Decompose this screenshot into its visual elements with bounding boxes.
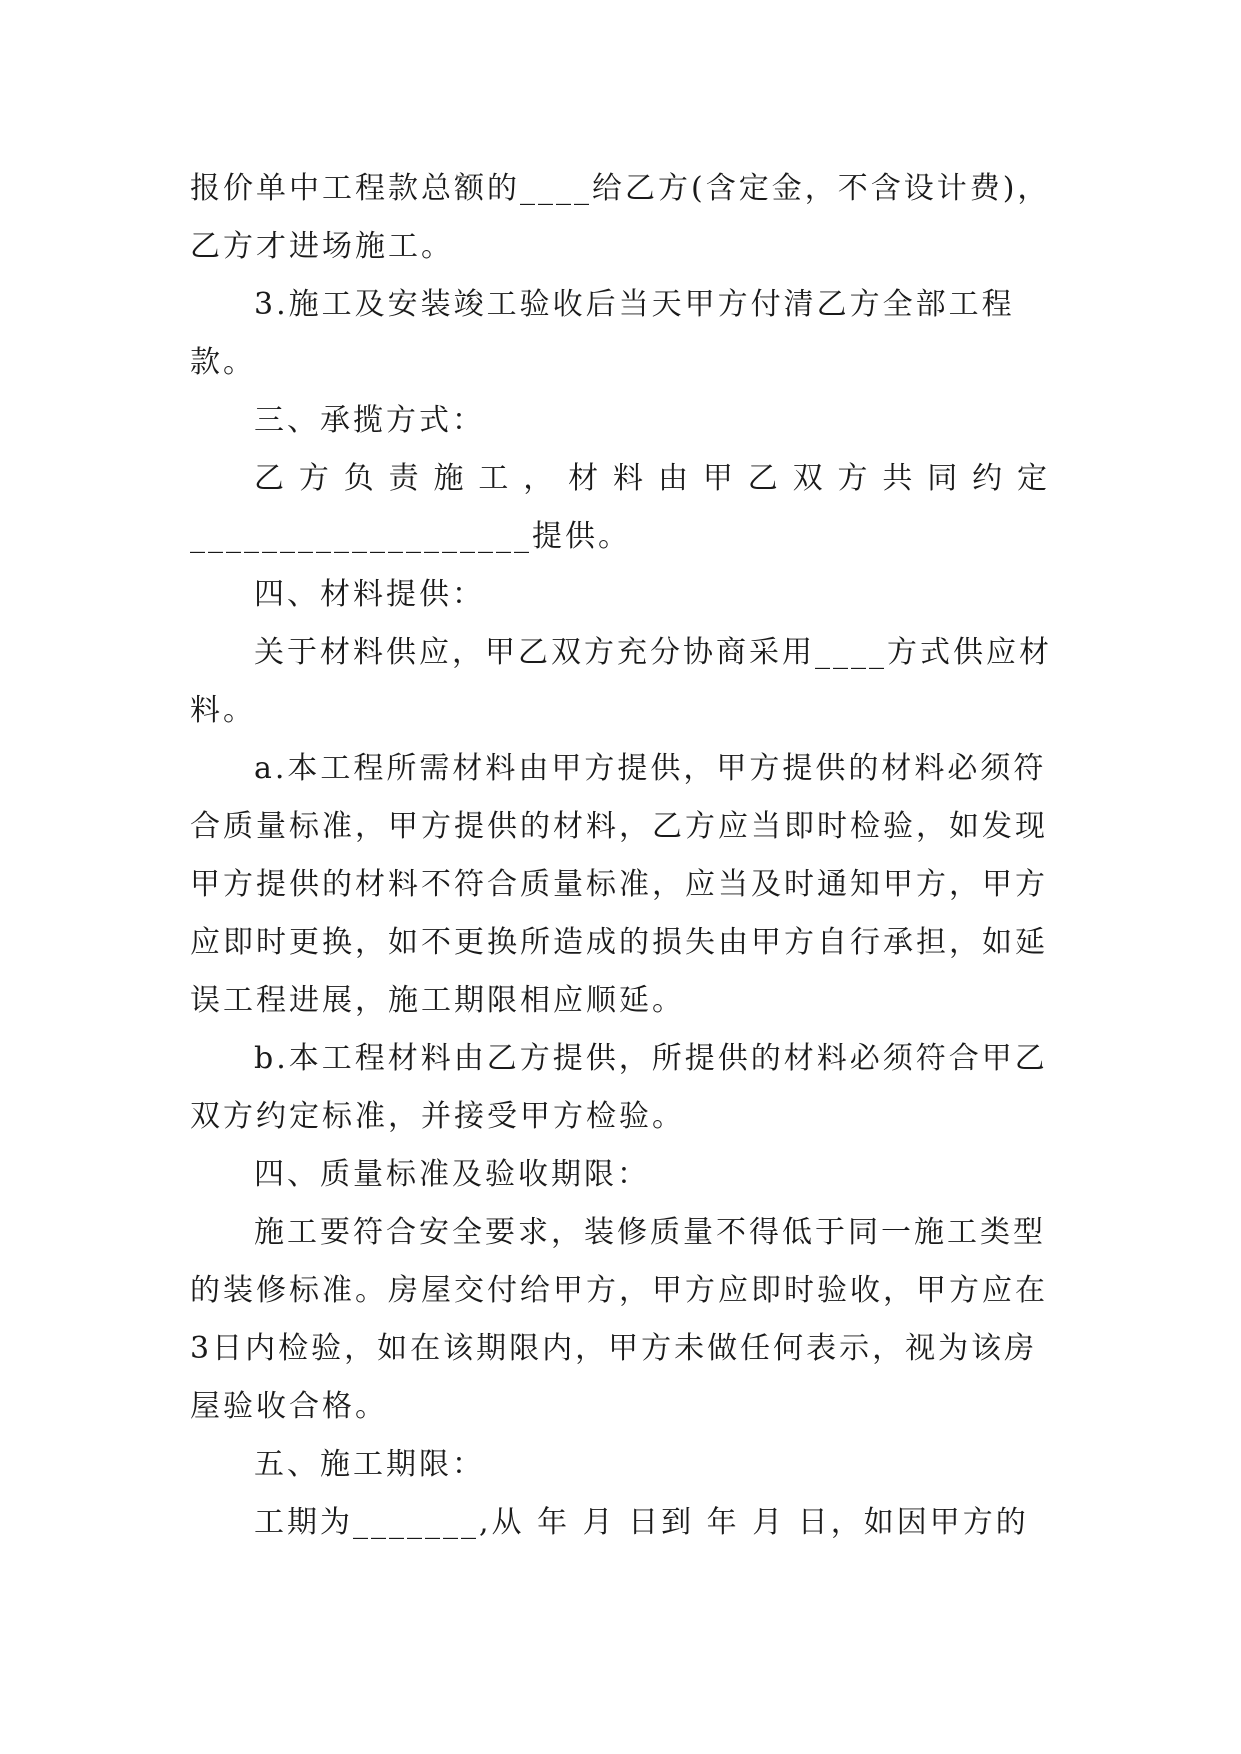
body-line: 款。 — [190, 345, 256, 380]
body-line: 误工程进展，施工期限相应顺延。 — [190, 983, 685, 1018]
body-line: 3日内检验，如在该期限内，甲方未做任何表示，视为该房 — [190, 1331, 1038, 1366]
body-line: 的装修标准。房屋交付给甲方，甲方应即时验收，甲方应在 — [190, 1273, 1048, 1308]
body-line: 应即时更换，如不更换所造成的损失由甲方自行承担，如延 — [190, 925, 1048, 960]
body-line: 关于材料供应，甲乙双方充分协商采用____方式供应材 — [254, 635, 1052, 670]
body-line: 施工要符合安全要求，装修质量不得低于同一施工类型 — [254, 1215, 1046, 1250]
body-line: 乙方负责施工，材料由甲乙双方共同约定 — [254, 461, 1050, 496]
body-line: 合质量标准，甲方提供的材料，乙方应当即时检验，如发现 — [190, 809, 1048, 844]
clause-3-line: 3.施工及安装竣工验收后当天甲方付清乙方全部工程 — [254, 287, 1015, 322]
body-line: 双方约定标准，并接受甲方检验。 — [190, 1099, 685, 1134]
body-line: 甲方提供的材料不符合质量标准，应当及时通知甲方，甲方 — [190, 867, 1048, 902]
section-heading-quality: 四、质量标准及验收期限： — [254, 1157, 650, 1192]
body-line: 工期为_______,从 年 月 日到 年 月 日，如因甲方的 — [254, 1505, 1029, 1540]
clause-a-line: a.本工程所需材料由甲方提供，甲方提供的材料必须符 — [254, 751, 1047, 786]
section-heading-materials: 四、材料提供： — [254, 577, 485, 612]
body-line: ___________________提供。 — [190, 519, 631, 554]
body-line: 乙方才进场施工。 — [190, 229, 454, 264]
body-line: 料。 — [190, 693, 256, 728]
section-heading-period: 五、施工期限： — [254, 1447, 485, 1482]
body-line: 报价单中工程款总额的____给乙方(含定金，不含设计费)， — [190, 171, 1051, 206]
clause-b-line: b.本工程材料由乙方提供，所提供的材料必须符合甲乙 — [254, 1041, 1048, 1076]
body-line: 屋验收合格。 — [190, 1389, 388, 1424]
document-page — [190, 160, 1050, 1552]
section-heading-contracting: 三、承揽方式： — [254, 403, 485, 438]
